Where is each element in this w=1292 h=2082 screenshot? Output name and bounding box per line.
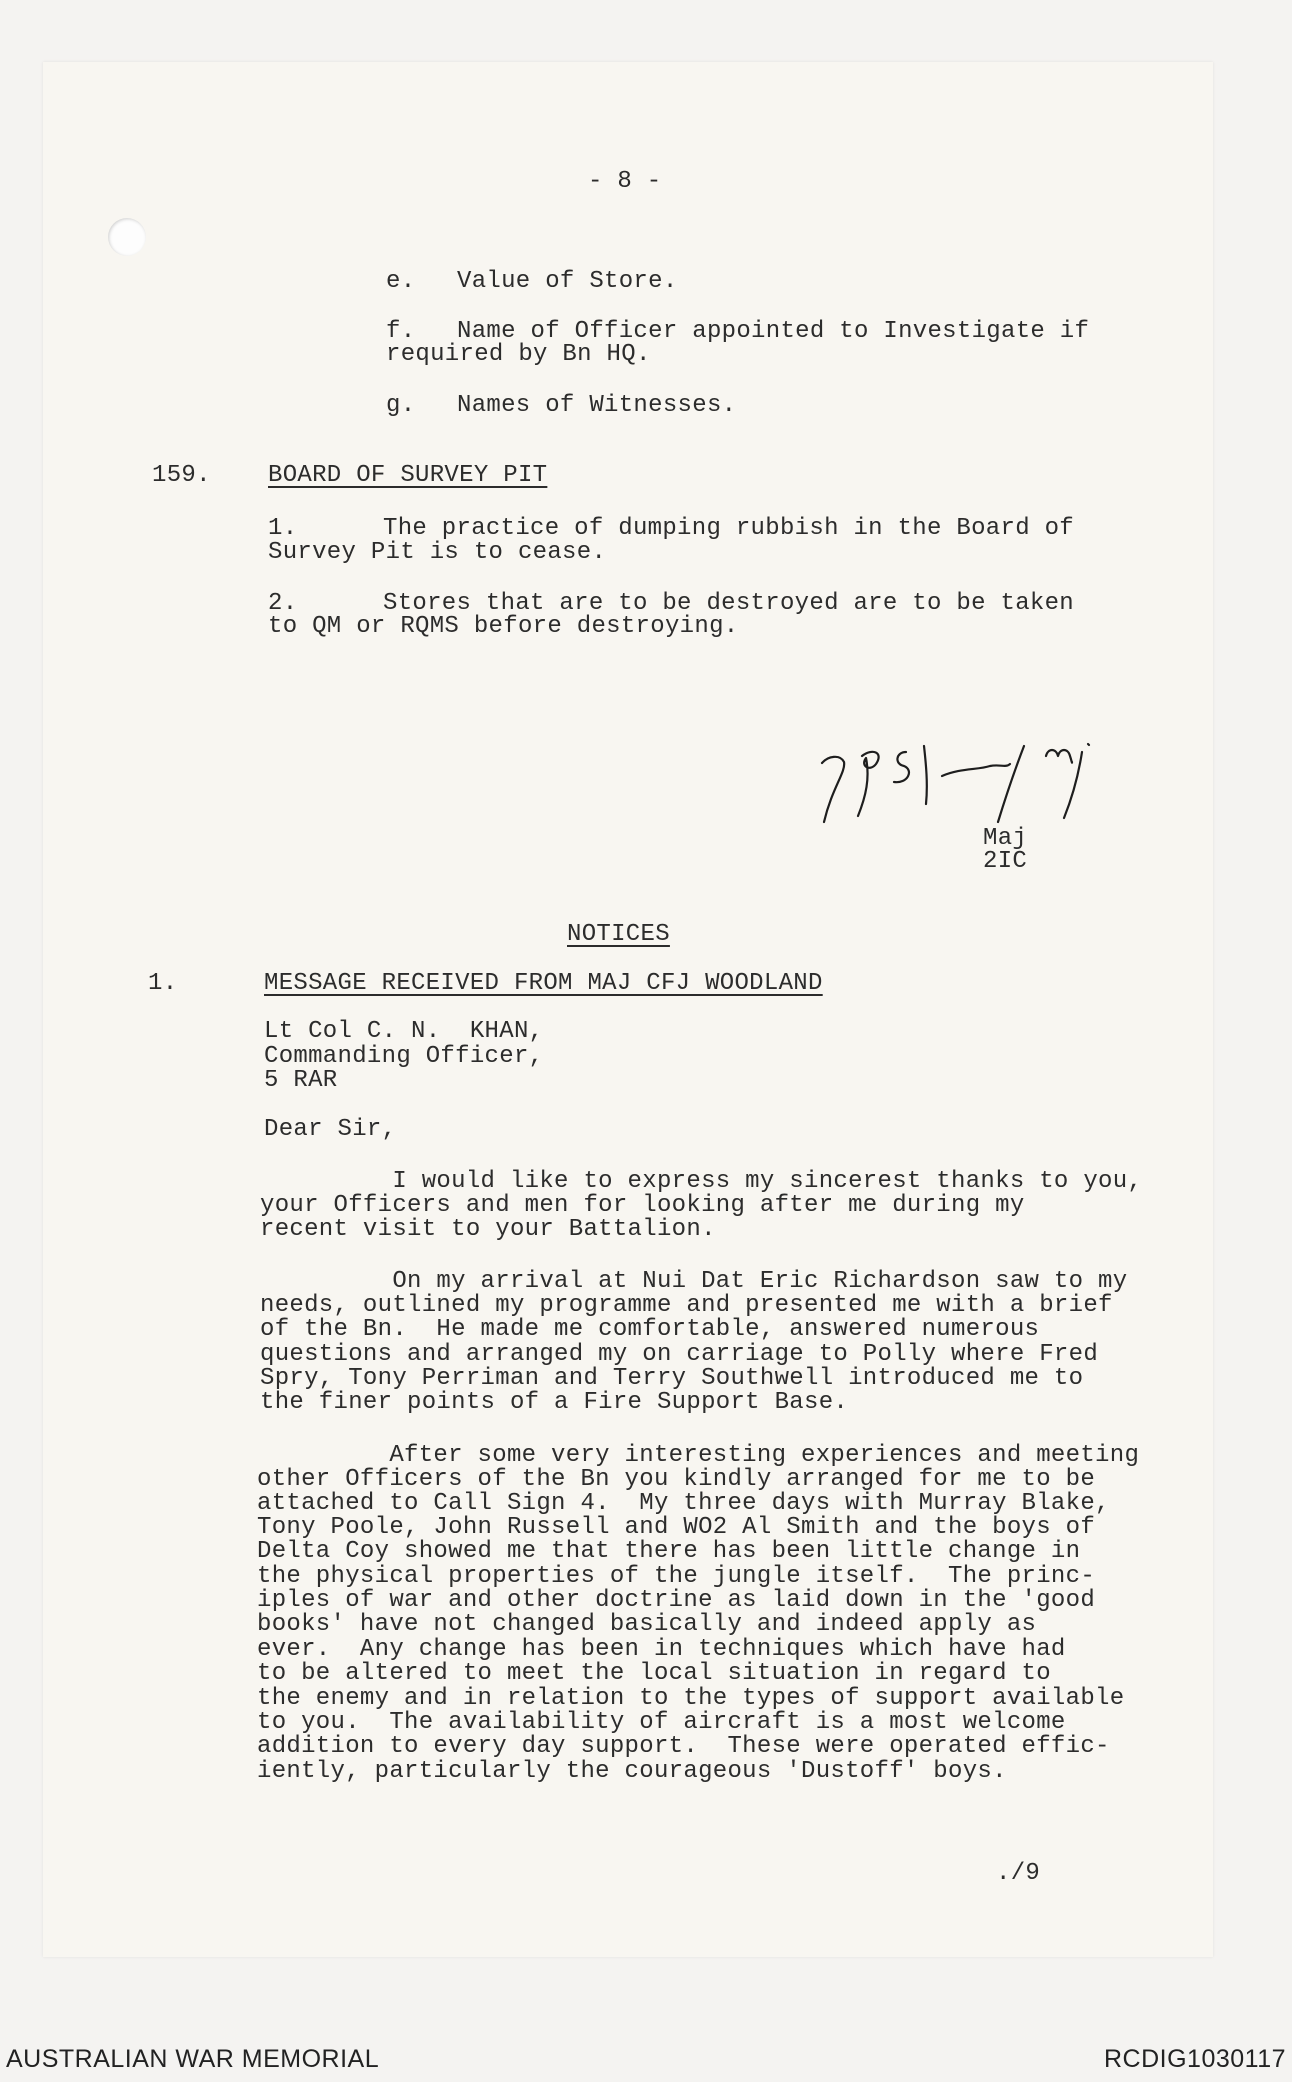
paragraph-line: iples of war and other doctrine as laid down in the 'good	[257, 1587, 1096, 1614]
address-line: 5 RAR	[264, 1067, 338, 1094]
footer-id: RCDIG1030117	[1104, 2045, 1287, 2073]
handwritten-signature	[810, 718, 1170, 838]
item-f-line2: required by Bn HQ.	[386, 341, 651, 368]
notices-heading: NOTICES	[567, 921, 670, 948]
paragraph-line: books' have not changed basically and indeed apply as	[257, 1611, 1037, 1638]
section-159-title: BOARD OF SURVEY PIT	[268, 462, 548, 489]
address-line: Commanding Officer,	[264, 1043, 544, 1070]
item-f-line1: Name of Officer appointed to Investigate if	[457, 318, 1090, 345]
item-f-letter: f.	[386, 318, 416, 345]
paragraph-line: the enemy and in relation to the types of support available	[257, 1685, 1125, 1712]
paragraph-line: the physical properties of the jungle itself. The princ-	[257, 1563, 1096, 1590]
section-159-para2-line1: Stores that are to be destroyed are to be taken	[383, 590, 1075, 617]
paragraph-line: Delta Coy showed me that there has been little change in	[257, 1538, 1081, 1565]
section-159-para1-number: 1.	[268, 515, 298, 542]
paragraph-line: needs, outlined my programme and presented me with a brief	[260, 1292, 1113, 1319]
punch-hole	[108, 218, 146, 256]
paragraph-line: After some very interesting experiences and meeting	[257, 1442, 1140, 1469]
paragraph-line: Spry, Tony Perriman and Terry Southwell introduced me to	[260, 1365, 1084, 1392]
signature-rank: Maj	[983, 825, 1028, 852]
page-number: - 8 -	[588, 168, 662, 195]
paragraph-line: I would like to express my sincerest thanks to you,	[260, 1168, 1143, 1195]
paragraph-line: questions and arranged my on carriage to Polly where Fred	[260, 1341, 1099, 1368]
section-159-para2-line2: to QM or RQMS before destroying.	[268, 613, 739, 640]
paragraph-line: the finer points of a Fire Support Base.	[260, 1389, 849, 1416]
item-e-letter: e.	[386, 268, 416, 295]
section-159-para1-line2: Survey Pit is to cease.	[268, 539, 607, 566]
signature-role: 2IC	[983, 848, 1028, 875]
notice-number: 1.	[148, 970, 178, 997]
paragraph-line: to you. The availability of aircraft is a most welcome	[257, 1709, 1066, 1736]
footer-source: AUSTRALIAN WAR MEMORIAL	[6, 2045, 380, 2073]
paragraph-line: On my arrival at Nui Dat Eric Richardson saw to my	[260, 1268, 1128, 1295]
paragraph-line: recent visit to your Battalion.	[260, 1216, 716, 1243]
paragraph-line: addition to every day support. These were operated effic-	[257, 1733, 1110, 1760]
section-159-number: 159.	[152, 462, 211, 489]
address-line: Lt Col C. N. KHAN,	[264, 1018, 544, 1045]
continuation-marker: ./9	[996, 1860, 1041, 1887]
salutation: Dear Sir,	[264, 1116, 397, 1143]
paragraph-line: Tony Poole, John Russell and WO2 Al Smith and the boys of	[257, 1514, 1096, 1541]
paragraph-line: of the Bn. He made me comfortable, answered numerous	[260, 1316, 1040, 1343]
paragraph-line: ever. Any change has been in techniques which have had	[257, 1636, 1066, 1663]
notice-title: MESSAGE RECEIVED FROM MAJ CFJ WOODLAND	[264, 970, 823, 997]
section-159-para2-number: 2.	[268, 590, 298, 617]
paragraph-line: attached to Call Sign 4. My three days with Murray Blake,	[257, 1490, 1110, 1517]
section-159-para1-line1: The practice of dumping rubbish in the Board of	[383, 515, 1075, 542]
paragraph-line: your Officers and men for looking after me during my	[260, 1192, 1025, 1219]
item-g-letter: g.	[386, 392, 416, 419]
item-e-text: Value of Store.	[457, 268, 678, 295]
item-g-text: Names of Witnesses.	[457, 392, 737, 419]
paragraph-line: other Officers of the Bn you kindly arranged for me to be	[257, 1466, 1096, 1493]
paragraph-line: iently, particularly the courageous 'Dustoff' boys.	[257, 1758, 1007, 1785]
paragraph-line: to be altered to meet the local situation in regard to	[257, 1660, 1051, 1687]
